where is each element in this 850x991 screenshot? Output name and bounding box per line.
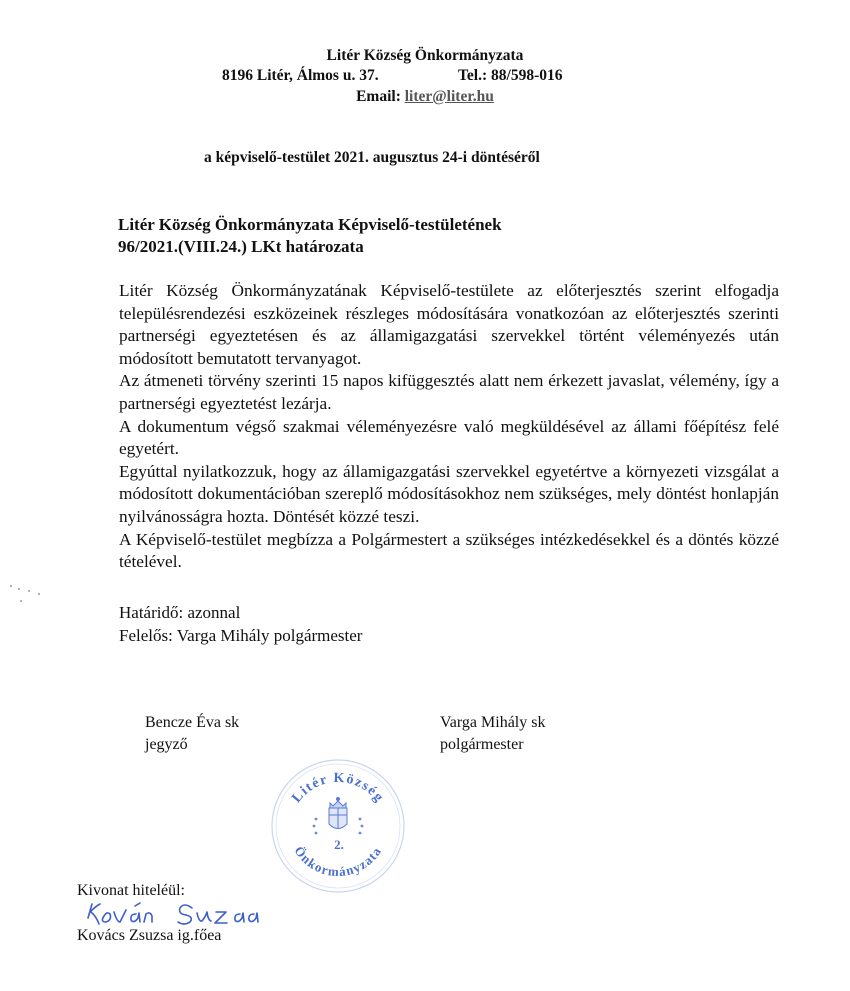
notary-title: jegyző [145, 736, 188, 753]
resolution-body [119, 280, 779, 574]
scan-speck [18, 588, 20, 590]
paragraph: Az átmeneti törvény szerinti 15 napos kifüggesztés alatt nem érkezett javaslat, vélemény, így a partnerségi egyeztetést lezárja. [119, 371, 779, 413]
resolution-title-line1: Litér Község Önkormányzata Képviselő-testületének [118, 215, 502, 234]
resolution-title [118, 214, 502, 258]
official-stamp [268, 756, 408, 896]
email-label: Email: [356, 88, 401, 105]
scan-speck [10, 585, 12, 587]
phone: Tel.: 88/598-016 [458, 67, 563, 84]
coat-of-arms-icon [329, 798, 347, 829]
extract-label: Kivonat hiteléül: [77, 882, 185, 899]
stamp-number: 2. [334, 837, 344, 852]
paragraph: A Képviselő-testület megbízza a Polgármestert a szükséges intézkedésekkel és a döntés közzé tételével. [119, 529, 779, 572]
deadline-block [119, 602, 362, 647]
extract-certifier-name: Kovács Zsuzsa ig.főea [77, 927, 222, 944]
signature-mayor [440, 712, 545, 756]
scan-speck [28, 590, 30, 592]
scan-speck [20, 600, 22, 602]
decision-subtitle: a képviselő-testület 2021. augusztus 24-i döntéséről [204, 149, 540, 166]
scan-speck [38, 593, 40, 595]
resolution-title-line2: 96/2021.(VIII.24.) LKt határozata [118, 237, 364, 256]
paragraph: Egyúttal nyilatkozzuk, hogy az államigazgatási szervekkel egyetértve a környezeti vizsgálat a módosított dokumentációban szereplő módosításokhoz nem szükséges, mely döntést honlapján nyilvánosságra hozta. Döntését közzé teszi. [119, 461, 779, 526]
stamp-bottom-text: Önkormányzata [291, 843, 385, 880]
responsible: Felelős: Varga Mihály polgármester [119, 625, 363, 645]
signature-notary [145, 712, 239, 756]
email-link[interactable]: liter@liter.hu [404, 88, 494, 105]
org-name: Litér Község Önkormányzata [326, 47, 524, 64]
paragraph: Litér Község Önkormányzatának Képviselő-testülete az előterjesztés szerint elfogadja településrendezési eszközeinek részleges módosítására vonatkozóan az előterjesztés szerinti partnerségi egyeztetésen és az államigazgatási szervekkel történt véleményezés után módosított bemutatott tervanyagot. [119, 281, 779, 368]
address: 8196 Litér, Álmos u. 37. [222, 67, 379, 84]
notary-name: Bencze Éva sk [145, 714, 240, 731]
email-line [0, 87, 850, 107]
stamp-top-text: Litér Község [289, 770, 387, 806]
deadline: Határidő: azonnal [119, 603, 241, 622]
mayor-title: polgármester [440, 736, 524, 753]
paragraph: A dokumentum végső szakmai véleményezésre való megküldésével az állami főépítész felé egyetért. [119, 416, 779, 459]
mayor-name: Varga Mihály sk [440, 714, 546, 731]
